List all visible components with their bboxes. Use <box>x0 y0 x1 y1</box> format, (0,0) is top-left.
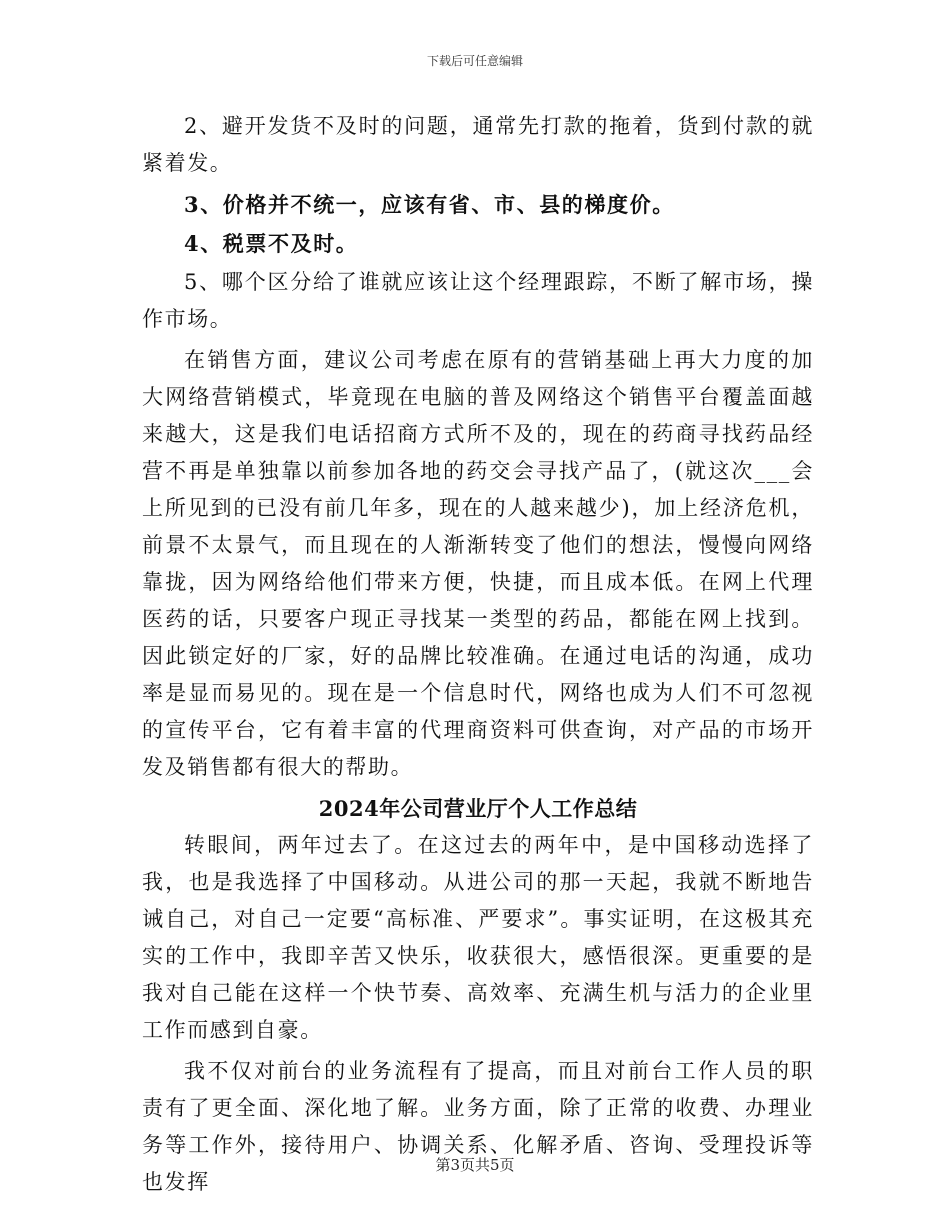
page-number: 第3页共5页 <box>435 1156 515 1174</box>
paragraph-summary-duties: 我不仅对前台的业务流程有了提高，而且对前台工作人员的职责有了更全面、深化地了解。业务方面，除了正常的收费、办理业务等工作外，接待用户、协调关系、化解矛盾、咨询、受理投诉等也发挥 <box>142 1059 814 1194</box>
paragraph-item-4: 4、税票不及时。 <box>184 231 359 256</box>
section-title: 2024年公司营业厅个人工作总结 <box>318 796 638 821</box>
paragraph-summary-intro: 转眼间，两年过去了。在这过去的两年中，是中国移动选择了我，也是我选择了中国移动。从进公司的那一天起，我就不断地告诫自己，对自己一定要“高标准、严要求”。事实证明，在这极其充实的工作中，我即辛苦又快乐，收获很大，感悟很深。更重要的是我对自己能在这样一个快节奏、高效率、充满生机与活力的企业里工作而感到自豪。 <box>142 833 814 1042</box>
paragraph-sales: 在销售方面，建议公司考虑在原有的营销基础上再大力度的加大网络营销模式，毕竟现在电脑的普及网络这个销售平台覆盖面越来越大，这是我们电话招商方式所不及的，现在的药商寻找药品经营不再是单独靠以前参加各地的药交会寻找产品了，(就这次___会上所见到的已没有前几年多，现在的人越来越少)，加上经济危机，前景不太景气，而且现在的人渐渐转变了他们的想法，慢慢向网络靠拢，因为网络给他们带来方便，快捷，而且成本低。在网上代理医药的话，只要客户现正寻找某一类型的药品，都能在网上找到。因此锁定好的厂家，好的品牌比较准确。在通过电话的沟通，成功率是显而易见的。现在是一个信息时代，网络也成为人们不可忽视的宣传平台，它有着丰富的代理商资料可供查询，对产品的市场开发及销售都有很大的帮助。 <box>142 348 814 779</box>
paragraph-item-5: 5、哪个区分给了谁就应该让这个经理跟踪，不断了解市场，操作市场。 <box>142 270 814 331</box>
paragraph-item-2: 2、避开发货不及时的问题，通常先打款的拖着，货到付款的就紧着发。 <box>142 114 814 175</box>
page-header-note: 下载后可任意编辑 <box>426 54 523 68</box>
paragraph-item-3: 3、价格并不统一，应该有省、市、县的梯度价。 <box>184 192 675 217</box>
document-body <box>142 108 814 1201</box>
